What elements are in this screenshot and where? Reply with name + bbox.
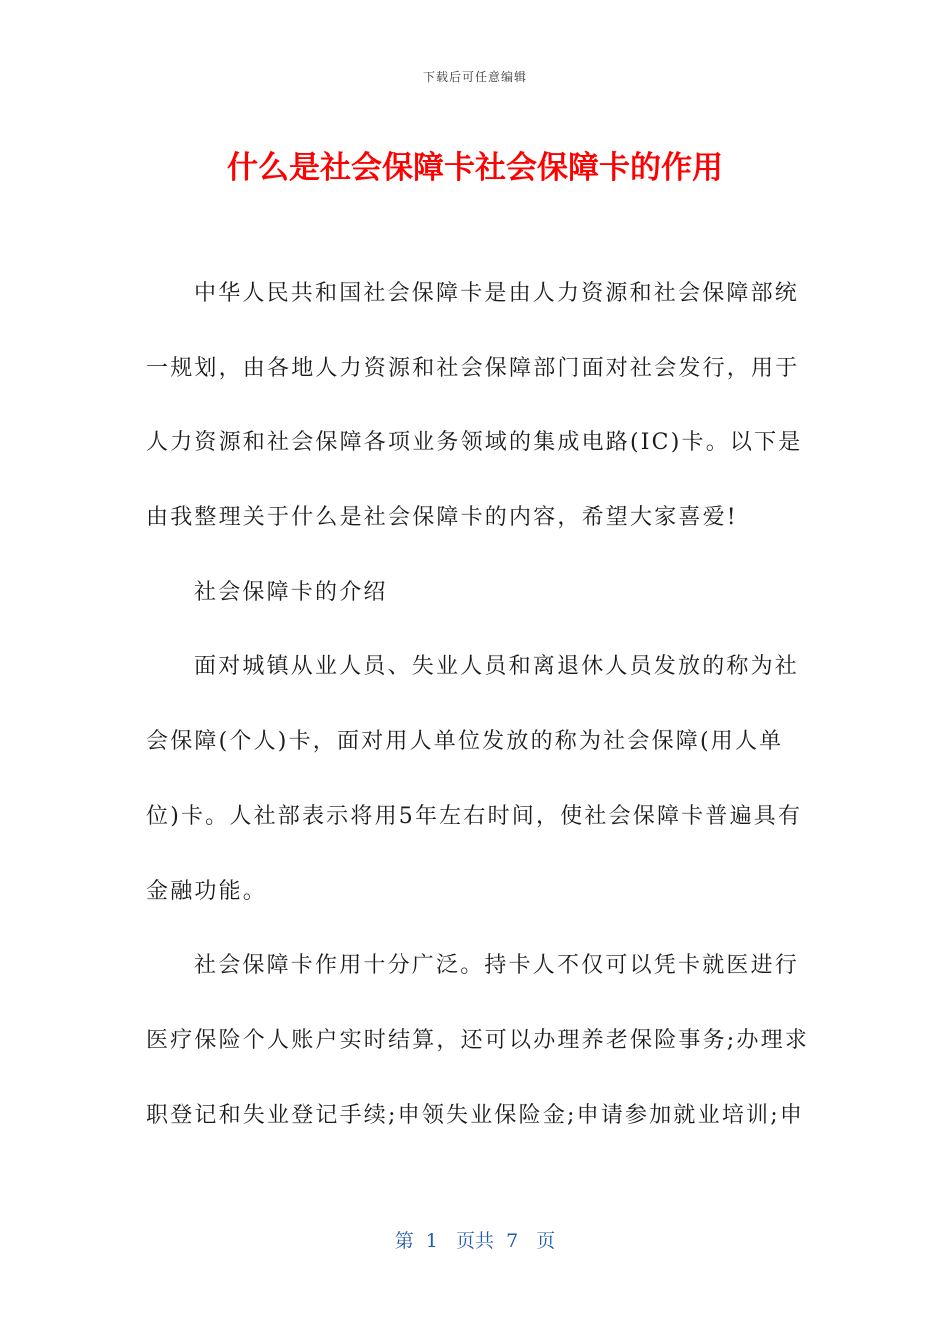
- paragraph-line: 面对城镇从业人员、失业人员和离退休人员发放的称为社: [194, 654, 800, 680]
- paragraph-line: 一规划，由各地人力资源和社会保障部门面对社会发行，用于: [146, 355, 800, 381]
- document-title: 什么是社会保障卡社会保障卡的作用: [227, 150, 723, 186]
- paragraph-line: 职登记和失业登记手续;申领失业保险金;申请参加就业培训;申: [146, 1102, 805, 1128]
- paragraph-line: 中华人民共和国社会保障卡是由人力资源和社会保障部统: [194, 281, 800, 306]
- paragraph-line: 会保障(个人)卡，面对用人单位发放的称为社会保障(用人单: [146, 729, 784, 755]
- paragraph-line: 由我整理关于什么是社会保障卡的内容，希望大家喜爱!: [146, 505, 738, 531]
- page-footer: 第 1 页共 7 页: [394, 1230, 556, 1252]
- document-body: [146, 276, 810, 1172]
- paragraph-line: 社会保障卡作用十分广泛。持卡人不仅可以凭卡就医进行: [194, 953, 800, 979]
- paragraph-line: 位)卡。人社部表示将用5年左右时间，使社会保障卡普遍具有: [146, 803, 803, 829]
- section-heading: 社会保障卡的介绍: [194, 579, 388, 605]
- header-note: 下载后可任意编辑: [422, 70, 527, 84]
- paragraph-line: 人力资源和社会保障各项业务领域的集成电路(IC)卡。以下是: [146, 430, 803, 456]
- paragraph-line: 金融功能。: [146, 878, 268, 904]
- paragraph-line: 医疗保险个人账户实时结算，还可以办理养老保险事务;办理求: [146, 1027, 810, 1053]
